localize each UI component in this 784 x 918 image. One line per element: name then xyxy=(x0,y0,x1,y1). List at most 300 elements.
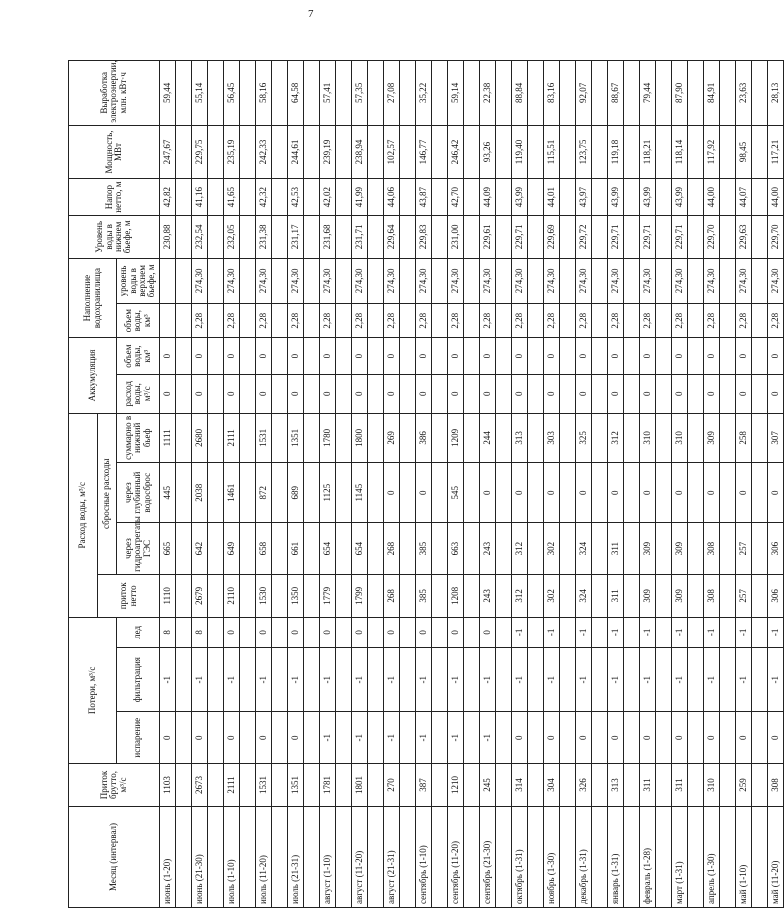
separator-cell xyxy=(176,574,192,617)
separator-cell xyxy=(592,61,608,126)
cell-ice: 0 xyxy=(288,617,304,647)
separator-cell xyxy=(624,764,640,807)
cell-fill-level: 274,30 xyxy=(448,258,464,303)
separator-cell xyxy=(624,574,640,617)
cell-fill-volume: 2,28 xyxy=(224,303,240,337)
cell-via-spillway: 0 xyxy=(704,463,720,523)
cell-fill-level: 274,30 xyxy=(704,258,720,303)
cell-fill-volume: 2,28 xyxy=(640,303,656,337)
separator-cell xyxy=(496,617,512,647)
separator-cell xyxy=(304,647,320,711)
separator-cell xyxy=(368,523,384,575)
cell-ice: -1 xyxy=(704,617,720,647)
cell-month: май (11-20) xyxy=(768,806,784,907)
cell-energy: 28,13 xyxy=(768,61,784,126)
cell-filtration: -1 xyxy=(608,647,624,711)
separator-cell xyxy=(176,125,192,179)
cell-inflow-gross: 1210 xyxy=(448,764,464,807)
cell-via-turbines: 257 xyxy=(736,523,752,575)
cell-fill-volume: 2,28 xyxy=(768,303,784,337)
cell-acc-rate: 0 xyxy=(672,374,688,413)
separator-cell xyxy=(272,303,288,337)
separator-cell xyxy=(752,303,768,337)
cell-ice: -1 xyxy=(608,617,624,647)
separator-cell xyxy=(368,61,384,126)
cell-inflow-net: 302 xyxy=(544,574,560,617)
rotated-table-wrapper xyxy=(68,60,780,908)
separator-cell xyxy=(592,179,608,216)
separator-cell xyxy=(656,647,672,711)
cell-energy: 84,91 xyxy=(704,61,720,126)
separator-cell xyxy=(400,338,416,375)
separator-cell xyxy=(432,258,448,303)
separator-cell xyxy=(368,617,384,647)
separator-cell xyxy=(240,374,256,413)
separator-cell xyxy=(304,764,320,807)
separator-cell xyxy=(656,712,672,764)
cell-total-lower: 313 xyxy=(512,413,528,462)
separator-cell xyxy=(688,258,704,303)
cell-filtration: -1 xyxy=(160,647,176,711)
separator-cell xyxy=(176,215,192,258)
separator-cell xyxy=(624,125,640,179)
cell-acc-volume: 0 xyxy=(192,338,208,375)
header-acc-rate: расход воды, м³/с xyxy=(117,374,160,413)
cell-energy: 79,44 xyxy=(640,61,656,126)
separator-cell xyxy=(624,179,640,216)
cell-month: сентябрь (1-10) xyxy=(416,806,432,907)
table-row xyxy=(672,61,688,908)
separator-cell xyxy=(368,764,384,807)
separator-cell xyxy=(464,61,480,126)
separator-cell xyxy=(560,258,576,303)
separator-cell xyxy=(624,413,640,462)
cell-inflow-gross: 314 xyxy=(512,764,528,807)
separator-cell xyxy=(240,617,256,647)
cell-power: 102,57 xyxy=(384,125,400,179)
separator-cell xyxy=(560,215,576,258)
separator-cell xyxy=(752,463,768,523)
cell-acc-rate: 0 xyxy=(416,374,432,413)
cell-power: 247,67 xyxy=(160,125,176,179)
cell-inflow-net: 1530 xyxy=(256,574,272,617)
separator-cell xyxy=(176,374,192,413)
separator-cell xyxy=(720,463,736,523)
separator-cell xyxy=(496,463,512,523)
separator-cell xyxy=(752,179,768,216)
separator-cell xyxy=(528,574,544,617)
cell-power: 117,21 xyxy=(768,125,784,179)
cell-inflow-net: 385 xyxy=(416,574,432,617)
separator-cell xyxy=(432,125,448,179)
separator-cell xyxy=(400,617,416,647)
cell-total-lower: 312 xyxy=(608,413,624,462)
cell-head: 42,53 xyxy=(288,179,304,216)
cell-via-spillway: 0 xyxy=(768,463,784,523)
separator-cell xyxy=(656,303,672,337)
cell-evaporation: 0 xyxy=(576,712,592,764)
separator-cell xyxy=(528,617,544,647)
cell-inflow-net: 1208 xyxy=(448,574,464,617)
separator-cell xyxy=(624,617,640,647)
separator-cell xyxy=(528,523,544,575)
cell-via-spillway: 445 xyxy=(160,463,176,523)
cell-fill-volume: 2,28 xyxy=(512,303,528,337)
cell-ice: -1 xyxy=(512,617,528,647)
reservoir-regime-table xyxy=(68,60,784,908)
cell-via-spillway: 1125 xyxy=(320,463,336,523)
cell-power: 146,77 xyxy=(416,125,432,179)
separator-cell xyxy=(464,523,480,575)
cell-inflow-gross: 245 xyxy=(480,764,496,807)
cell-filtration: -1 xyxy=(448,647,464,711)
cell-filtration: -1 xyxy=(736,647,752,711)
cell-power: 115,51 xyxy=(544,125,560,179)
separator-cell xyxy=(336,338,352,375)
separator-cell xyxy=(592,712,608,764)
cell-head: 41,99 xyxy=(352,179,368,216)
cell-power: 119,18 xyxy=(608,125,624,179)
separator-cell xyxy=(400,61,416,126)
separator-cell xyxy=(528,215,544,258)
cell-filtration: -1 xyxy=(544,647,560,711)
separator-cell xyxy=(432,303,448,337)
cell-month: сентябрь (11-20) xyxy=(448,806,464,907)
separator-cell xyxy=(656,215,672,258)
cell-lower-level: 231,17 xyxy=(288,215,304,258)
cell-lower-level: 231,38 xyxy=(256,215,272,258)
separator-cell xyxy=(272,574,288,617)
cell-via-spillway: 0 xyxy=(672,463,688,523)
separator-cell xyxy=(176,647,192,711)
table-row xyxy=(352,61,368,908)
separator-cell xyxy=(304,125,320,179)
separator-cell xyxy=(720,258,736,303)
cell-fill-volume: 2,28 xyxy=(704,303,720,337)
separator-cell xyxy=(464,647,480,711)
cell-power: 98,45 xyxy=(736,125,752,179)
cell-power: 118,21 xyxy=(640,125,656,179)
cell-evaporation: 0 xyxy=(608,712,624,764)
cell-fill-level: 274,30 xyxy=(544,258,560,303)
separator-cell xyxy=(208,338,224,375)
cell-lower-level: 229,64 xyxy=(384,215,400,258)
separator-cell xyxy=(752,413,768,462)
cell-month: октябрь (1-31) xyxy=(512,806,528,907)
cell-via-spillway: 689 xyxy=(288,463,304,523)
cell-energy: 88,84 xyxy=(512,61,528,126)
cell-energy: 23,63 xyxy=(736,61,752,126)
separator-cell xyxy=(528,338,544,375)
cell-acc-volume: 0 xyxy=(512,338,528,375)
separator-cell xyxy=(752,617,768,647)
cell-power: 238,94 xyxy=(352,125,368,179)
separator-cell xyxy=(336,413,352,462)
separator-cell xyxy=(208,712,224,764)
header-via-turbines: через гидроагрегаты ГЭС xyxy=(117,523,160,575)
table-row xyxy=(640,61,656,908)
cell-acc-rate: 0 xyxy=(224,374,240,413)
cell-month: март (1-31) xyxy=(672,806,688,907)
separator-cell xyxy=(528,413,544,462)
header-fill-volume: объем воды, км³ xyxy=(117,303,160,337)
cell-ice: 8 xyxy=(160,617,176,647)
separator-cell xyxy=(336,215,352,258)
separator-cell xyxy=(560,647,576,711)
separator-cell xyxy=(304,574,320,617)
separator-cell xyxy=(368,258,384,303)
row-separator xyxy=(432,61,448,908)
cell-month: сентябрь (21-30) xyxy=(480,806,496,907)
cell-head: 44,01 xyxy=(544,179,560,216)
separator-cell xyxy=(720,413,736,462)
separator-cell xyxy=(464,303,480,337)
separator-cell xyxy=(240,764,256,807)
separator-cell xyxy=(432,617,448,647)
table-row xyxy=(608,61,624,908)
separator-cell xyxy=(720,617,736,647)
cell-via-turbines: 312 xyxy=(512,523,528,575)
cell-total-lower: 258 xyxy=(736,413,752,462)
cell-lower-level: 231,71 xyxy=(352,215,368,258)
separator-cell xyxy=(208,258,224,303)
cell-energy: 88,67 xyxy=(608,61,624,126)
cell-fill-level: 274,30 xyxy=(512,258,528,303)
cell-ice: -1 xyxy=(736,617,752,647)
cell-lower-level: 231,68 xyxy=(320,215,336,258)
separator-cell xyxy=(688,125,704,179)
cell-acc-volume: 0 xyxy=(544,338,560,375)
row-separator xyxy=(624,61,640,908)
separator-cell xyxy=(368,374,384,413)
separator-cell xyxy=(336,61,352,126)
cell-acc-rate: 0 xyxy=(576,374,592,413)
separator-cell xyxy=(176,617,192,647)
separator-cell xyxy=(208,523,224,575)
separator-cell xyxy=(368,712,384,764)
separator-cell xyxy=(272,413,288,462)
cell-acc-volume: 0 xyxy=(224,338,240,375)
cell-evaporation: 0 xyxy=(160,712,176,764)
cell-via-spillway: 0 xyxy=(608,463,624,523)
cell-fill-level: 274,30 xyxy=(224,258,240,303)
separator-cell xyxy=(304,179,320,216)
separator-cell xyxy=(496,574,512,617)
separator-cell xyxy=(400,258,416,303)
separator-cell xyxy=(368,338,384,375)
cell-via-turbines: 658 xyxy=(256,523,272,575)
cell-inflow-net: 268 xyxy=(384,574,400,617)
cell-head: 43,97 xyxy=(576,179,592,216)
separator-cell xyxy=(208,61,224,126)
cell-total-lower: 1780 xyxy=(320,413,336,462)
cell-acc-rate: 0 xyxy=(320,374,336,413)
separator-cell xyxy=(528,303,544,337)
cell-inflow-net: 324 xyxy=(576,574,592,617)
cell-head: 43,99 xyxy=(512,179,528,216)
separator-cell xyxy=(720,574,736,617)
cell-via-spillway: 0 xyxy=(544,463,560,523)
cell-ice: 0 xyxy=(480,617,496,647)
cell-lower-level: 232,54 xyxy=(192,215,208,258)
cell-lower-level: 229,69 xyxy=(544,215,560,258)
separator-cell xyxy=(560,338,576,375)
separator-cell xyxy=(400,374,416,413)
row-separator xyxy=(176,61,192,908)
separator-cell xyxy=(400,303,416,337)
cell-fill-volume: 2,28 xyxy=(736,303,752,337)
separator-cell xyxy=(688,413,704,462)
separator-cell xyxy=(720,806,736,907)
separator-cell xyxy=(304,617,320,647)
separator-cell xyxy=(560,712,576,764)
separator-cell xyxy=(688,617,704,647)
cell-lower-level: 230,88 xyxy=(160,215,176,258)
cell-fill-level: 274,30 xyxy=(640,258,656,303)
separator-cell xyxy=(464,374,480,413)
separator-cell xyxy=(688,303,704,337)
separator-cell xyxy=(592,258,608,303)
separator-cell xyxy=(720,303,736,337)
row-separator xyxy=(496,61,512,908)
cell-inflow-net: 309 xyxy=(640,574,656,617)
row-separator xyxy=(464,61,480,908)
cell-evaporation: 0 xyxy=(224,712,240,764)
cell-filtration: -1 xyxy=(512,647,528,711)
separator-cell xyxy=(240,179,256,216)
cell-head: 41,16 xyxy=(192,179,208,216)
row-separator xyxy=(752,61,768,908)
cell-energy: 35,22 xyxy=(416,61,432,126)
cell-month: май (1-10) xyxy=(736,806,752,907)
separator-cell xyxy=(592,806,608,907)
cell-inflow-gross: 1351 xyxy=(288,764,304,807)
separator-cell xyxy=(752,338,768,375)
cell-via-turbines: 324 xyxy=(576,523,592,575)
cell-via-turbines: 649 xyxy=(224,523,240,575)
separator-cell xyxy=(240,574,256,617)
cell-filtration: -1 xyxy=(640,647,656,711)
separator-cell xyxy=(560,463,576,523)
cell-via-spillway: 0 xyxy=(416,463,432,523)
cell-head: 43,99 xyxy=(640,179,656,216)
separator-cell xyxy=(592,617,608,647)
separator-cell xyxy=(688,374,704,413)
separator-cell xyxy=(304,258,320,303)
separator-cell xyxy=(432,523,448,575)
separator-cell xyxy=(336,303,352,337)
separator-cell xyxy=(560,413,576,462)
separator-cell xyxy=(464,574,480,617)
cell-fill-volume: 2,28 xyxy=(256,303,272,337)
cell-month: июль (1-10) xyxy=(224,806,240,907)
cell-filtration: -1 xyxy=(416,647,432,711)
row-separator xyxy=(528,61,544,908)
separator-cell xyxy=(176,179,192,216)
separator-cell xyxy=(240,215,256,258)
separator-cell xyxy=(336,523,352,575)
separator-cell xyxy=(752,647,768,711)
cell-acc-rate: 0 xyxy=(160,374,176,413)
cell-total-lower: 310 xyxy=(640,413,656,462)
separator-cell xyxy=(208,303,224,337)
cell-power: 119,40 xyxy=(512,125,528,179)
separator-cell xyxy=(688,61,704,126)
cell-fill-volume: 2,28 xyxy=(192,303,208,337)
table-row xyxy=(224,61,240,908)
cell-fill-level: 274,30 xyxy=(192,258,208,303)
separator-cell xyxy=(464,617,480,647)
cell-evaporation: 0 xyxy=(768,712,784,764)
separator-cell xyxy=(624,374,640,413)
cell-inflow-net: 1779 xyxy=(320,574,336,617)
separator-cell xyxy=(592,764,608,807)
separator-cell xyxy=(752,215,768,258)
separator-cell xyxy=(304,61,320,126)
cell-head: 44,00 xyxy=(704,179,720,216)
separator-cell xyxy=(336,617,352,647)
cell-via-spillway: 0 xyxy=(480,463,496,523)
separator-cell xyxy=(464,258,480,303)
separator-cell xyxy=(336,374,352,413)
cell-inflow-gross: 2673 xyxy=(192,764,208,807)
separator-cell xyxy=(208,463,224,523)
cell-acc-rate: 0 xyxy=(704,374,720,413)
separator-cell xyxy=(592,303,608,337)
cell-inflow-net: 306 xyxy=(768,574,784,617)
cell-energy: 27,08 xyxy=(384,61,400,126)
separator-cell xyxy=(528,179,544,216)
separator-cell xyxy=(688,574,704,617)
separator-cell xyxy=(432,61,448,126)
separator-cell xyxy=(368,303,384,337)
header-filling: Наполнение водохранилища xyxy=(69,258,117,338)
separator-cell xyxy=(432,647,448,711)
separator-cell xyxy=(304,338,320,375)
separator-cell xyxy=(688,764,704,807)
row-separator xyxy=(272,61,288,908)
separator-cell xyxy=(272,179,288,216)
cell-via-spillway: 0 xyxy=(576,463,592,523)
cell-head: 42,70 xyxy=(448,179,464,216)
separator-cell xyxy=(528,258,544,303)
separator-cell xyxy=(656,413,672,462)
separator-cell xyxy=(400,413,416,462)
separator-cell xyxy=(496,806,512,907)
cell-ice: -1 xyxy=(768,617,784,647)
cell-head: 43,99 xyxy=(608,179,624,216)
separator-cell xyxy=(304,523,320,575)
header-accumulation: Аккумуляция xyxy=(69,338,117,413)
separator-cell xyxy=(496,179,512,216)
separator-cell xyxy=(304,463,320,523)
separator-cell xyxy=(464,215,480,258)
cell-via-spillway: 0 xyxy=(512,463,528,523)
cell-acc-rate: 0 xyxy=(640,374,656,413)
separator-cell xyxy=(656,806,672,907)
separator-cell xyxy=(688,338,704,375)
separator-cell xyxy=(560,764,576,807)
cell-via-spillway: 0 xyxy=(736,463,752,523)
separator-cell xyxy=(368,179,384,216)
cell-fill-level xyxy=(160,258,176,303)
cell-total-lower: 1351 xyxy=(288,413,304,462)
cell-ice: 0 xyxy=(448,617,464,647)
separator-cell xyxy=(752,61,768,126)
separator-cell xyxy=(464,125,480,179)
separator-cell xyxy=(208,764,224,807)
cell-acc-volume: 0 xyxy=(448,338,464,375)
